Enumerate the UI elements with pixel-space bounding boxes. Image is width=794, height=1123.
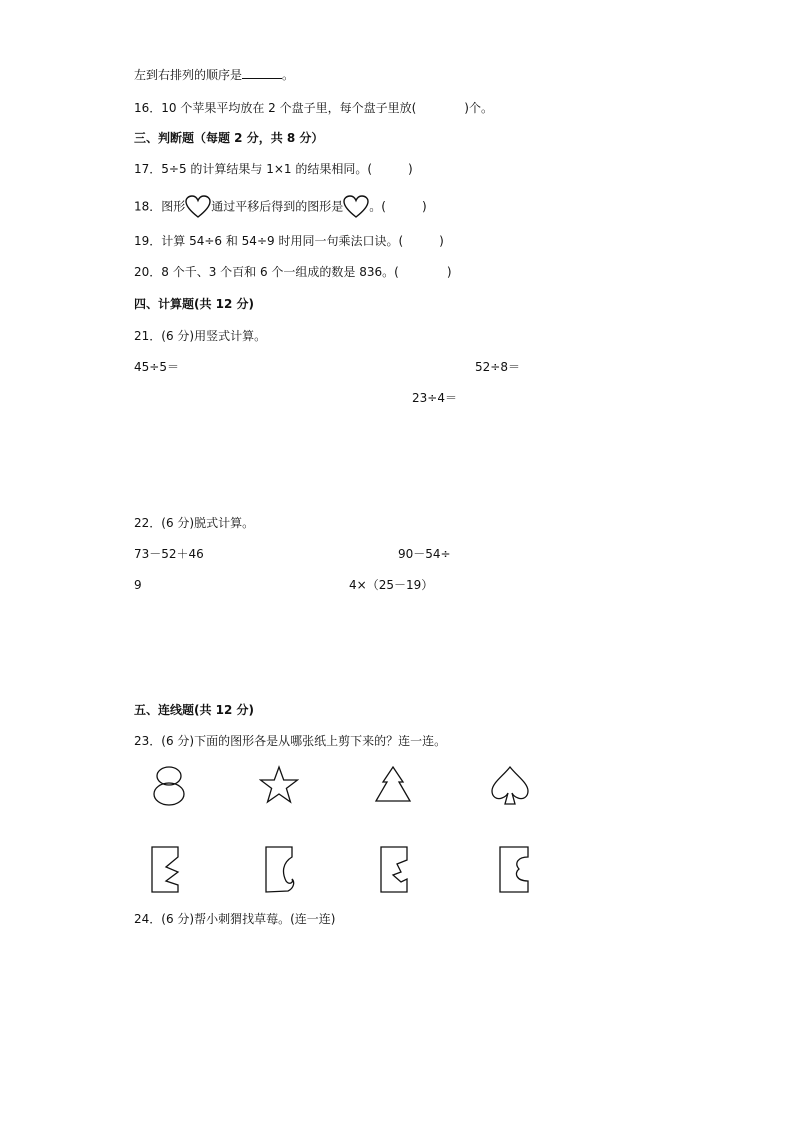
question-24: 24．(6 分)帮小刺猬找草莓。(连一连) [134,912,336,926]
question-16: 16．10 个苹果平均放在 2 个盘子里，每个盘子里放( )个。 [134,101,493,115]
question-17: 17．5÷5 的计算结果与 1×1 的结果相同。( ) [134,162,413,176]
folded-paper-piece-1 [150,845,182,895]
q21-expr-a: 45÷5＝ [134,360,179,374]
question-18 [134,195,427,219]
section-3-heading: 三、判断题（每题 2 分，共 8 分） [134,131,324,145]
star-icon [259,765,299,805]
answer-blank[interactable] [242,66,282,79]
question-21: 21．(6 分)用竖式计算。 [134,329,267,343]
q22-expr-b-cont: 9 [134,578,142,592]
heart-icon [343,195,369,219]
q15-tail-end: 。 [282,68,295,82]
tree-icon [373,765,413,805]
folded-paper-piece-3 [379,845,413,895]
section-5-heading: 五、连线题(共 12 分) [134,703,255,717]
q22-expr-c: 4×（25－19） [349,578,434,592]
folded-paper-piece-2 [264,845,298,895]
q15-tail [134,66,294,83]
q15-tail-text: 左到右排列的顺序是 [134,68,243,82]
figure-eight-icon [150,765,188,807]
section-4-heading: 四、计算题(共 12 分) [134,297,255,311]
q18-text-b: 通过平移后得到的图形是 [211,199,344,214]
folded-paper-piece-4 [498,845,532,895]
q22-expr-b: 90－54÷ [398,547,451,561]
q18-text-c: 。( ) [369,199,427,214]
question-19: 19．计算 54÷6 和 54÷9 时用同一句乘法口诀。( ) [134,234,444,248]
question-20: 20．8 个千、3 个百和 6 个一组成的数是 836。( ) [134,265,452,279]
spade-icon [489,765,531,807]
q22-expr-a: 73－52＋46 [134,547,204,561]
q21-expr-b: 52÷8＝ [475,360,520,374]
heart-icon [185,195,211,219]
q21-expr-c: 23÷4＝ [412,391,457,405]
question-22: 22．(6 分)脱式计算。 [134,516,255,530]
q18-text-a: 18．图形 [134,199,186,214]
question-23: 23．(6 分)下面的图形各是从哪张纸上剪下来的？连一连。 [134,734,447,748]
